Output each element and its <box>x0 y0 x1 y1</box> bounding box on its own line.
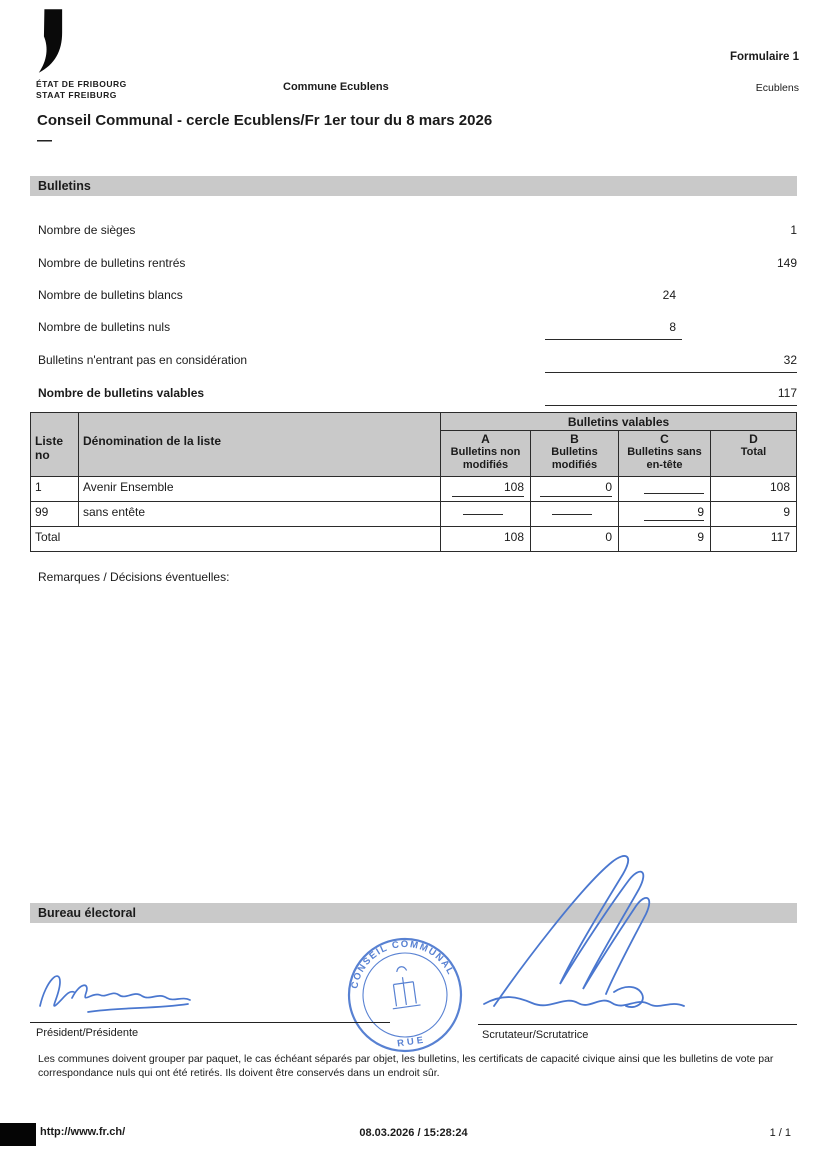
cell-b <box>531 477 619 502</box>
cell-c <box>619 502 711 527</box>
cell-total-c: 9 <box>619 527 711 552</box>
footer-page-number: 1 / 1 <box>769 1127 791 1139</box>
footnote-text: Les communes doivent grouper par paquet, le cas échéant séparés par objet, les bulletins, les certificats de capacité civique ainsi que les bulletins de vote par correspondance nuls qui ont été retirés. Ils doivent être conservés dans un endroit sûr. <box>38 1053 774 1080</box>
sum-line <box>552 514 592 515</box>
sum-line <box>644 493 704 494</box>
col-header-c-letter: C <box>660 432 669 446</box>
col-header-denomination: Dénomination de la liste <box>79 413 441 477</box>
row-label-sieges: Nombre de sièges <box>38 223 136 237</box>
col-header-d <box>711 431 797 477</box>
col-header-a-letter: A <box>481 432 490 446</box>
cell-total-a: 108 <box>441 527 531 552</box>
row-label-blancs: Nombre de bulletins blancs <box>38 288 183 302</box>
cell-d: 9 <box>711 502 797 527</box>
col-header-liste-line1: Liste <box>35 434 64 448</box>
footer-url: http://www.fr.ch/ <box>40 1126 126 1138</box>
sum-line <box>540 496 612 497</box>
row-label-rentres: Nombre de bulletins rentrés <box>38 256 186 270</box>
cell-total-b: 0 <box>531 527 619 552</box>
remarques-label: Remarques / Décisions éventuelles: <box>38 570 230 584</box>
sum-line <box>545 405 797 406</box>
row-label-nuls: Nombre de bulletins nuls <box>38 320 171 334</box>
sum-line <box>644 520 704 521</box>
scrutateur-label: Scrutateur/Scrutatrice <box>482 1029 589 1041</box>
cell-liste-name: Avenir Ensemble <box>79 477 441 502</box>
col-header-a-label: Bulletins non modifiés <box>450 446 521 471</box>
cell-b-value: 0 <box>605 480 612 494</box>
col-header-b <box>531 431 619 477</box>
col-header-b-label: Bulletins modifiés <box>551 446 598 471</box>
stamp-bottom-text: RUE <box>396 1034 427 1050</box>
scrutateur-signature-line <box>478 1024 797 1025</box>
col-header-liste <box>31 413 79 477</box>
president-signature-line <box>30 1022 390 1023</box>
stamp-emblem <box>387 965 420 1009</box>
canton-name-fr: ÉTAT DE FRIBOURG <box>36 79 127 89</box>
row-value-valables: 117 <box>777 386 797 400</box>
president-label: Président/Présidente <box>36 1027 139 1039</box>
footer-datetime: 08.03.2026 / 15:28:24 <box>359 1127 468 1139</box>
table-span-header: Bulletins valables <box>441 413 797 431</box>
cell-a <box>441 502 531 527</box>
cell-total-label: Total <box>31 527 441 552</box>
table-row-total <box>31 527 797 552</box>
row-value-blancs: 24 <box>662 288 676 302</box>
canton-name-de: STAAT FREIBURG <box>36 90 117 100</box>
cell-d: 108 <box>711 477 797 502</box>
form-number: Formulaire 1 <box>729 51 799 63</box>
row-label-valables: Nombre de bulletins valables <box>38 386 205 400</box>
col-header-d-label: Total <box>740 446 767 458</box>
cell-b <box>531 502 619 527</box>
col-header-a <box>441 431 531 477</box>
cell-a <box>441 477 531 502</box>
cell-c-value: 9 <box>697 505 704 519</box>
place-name: Ecublens <box>755 82 799 94</box>
row-value-nuls: 8 <box>669 320 676 334</box>
col-header-c <box>619 431 711 477</box>
col-header-liste-line2: no <box>35 448 50 462</box>
table-row-liste-99 <box>31 502 797 527</box>
commune-name: Commune Ecublens <box>283 81 389 93</box>
cell-total-d: 117 <box>711 527 797 552</box>
stamp-top-text: CONSEIL COMMUNAL <box>349 938 457 990</box>
cell-a-value: 108 <box>503 480 524 494</box>
title-dash: — <box>37 132 52 149</box>
fribourg-logo <box>36 8 64 74</box>
row-label-non-consideres: Bulletins n'entrant pas en considération <box>38 353 248 367</box>
canton-name <box>36 79 127 101</box>
cell-c <box>619 477 711 502</box>
document-title: Conseil Communal - cercle Ecublens/Fr 1er tour du 8 mars 2026 <box>37 112 493 129</box>
commune-stamp <box>335 925 475 1065</box>
sum-line <box>463 514 503 515</box>
row-value-rentres: 149 <box>776 256 797 270</box>
row-value-sieges: 1 <box>790 223 797 237</box>
bulletins-valables-table <box>30 412 797 552</box>
row-value-non-consideres: 32 <box>783 353 797 367</box>
col-header-b-letter: B <box>570 432 579 446</box>
sum-line <box>452 496 524 497</box>
cell-liste-no: 1 <box>31 477 79 502</box>
president-signature <box>30 960 200 1024</box>
cell-liste-name: sans entête <box>79 502 441 527</box>
scrutateur-signature <box>466 842 704 1040</box>
section-heading-bureau: Bureau électoral <box>30 903 797 923</box>
sum-line <box>545 339 682 340</box>
sum-line <box>545 372 797 373</box>
section-heading-bulletins: Bulletins <box>30 176 797 196</box>
table-row-liste-1 <box>31 477 797 502</box>
col-header-d-letter: D <box>749 432 758 446</box>
col-header-c-label: Bulletins sans en-tête <box>627 446 702 471</box>
cell-liste-no: 99 <box>31 502 79 527</box>
